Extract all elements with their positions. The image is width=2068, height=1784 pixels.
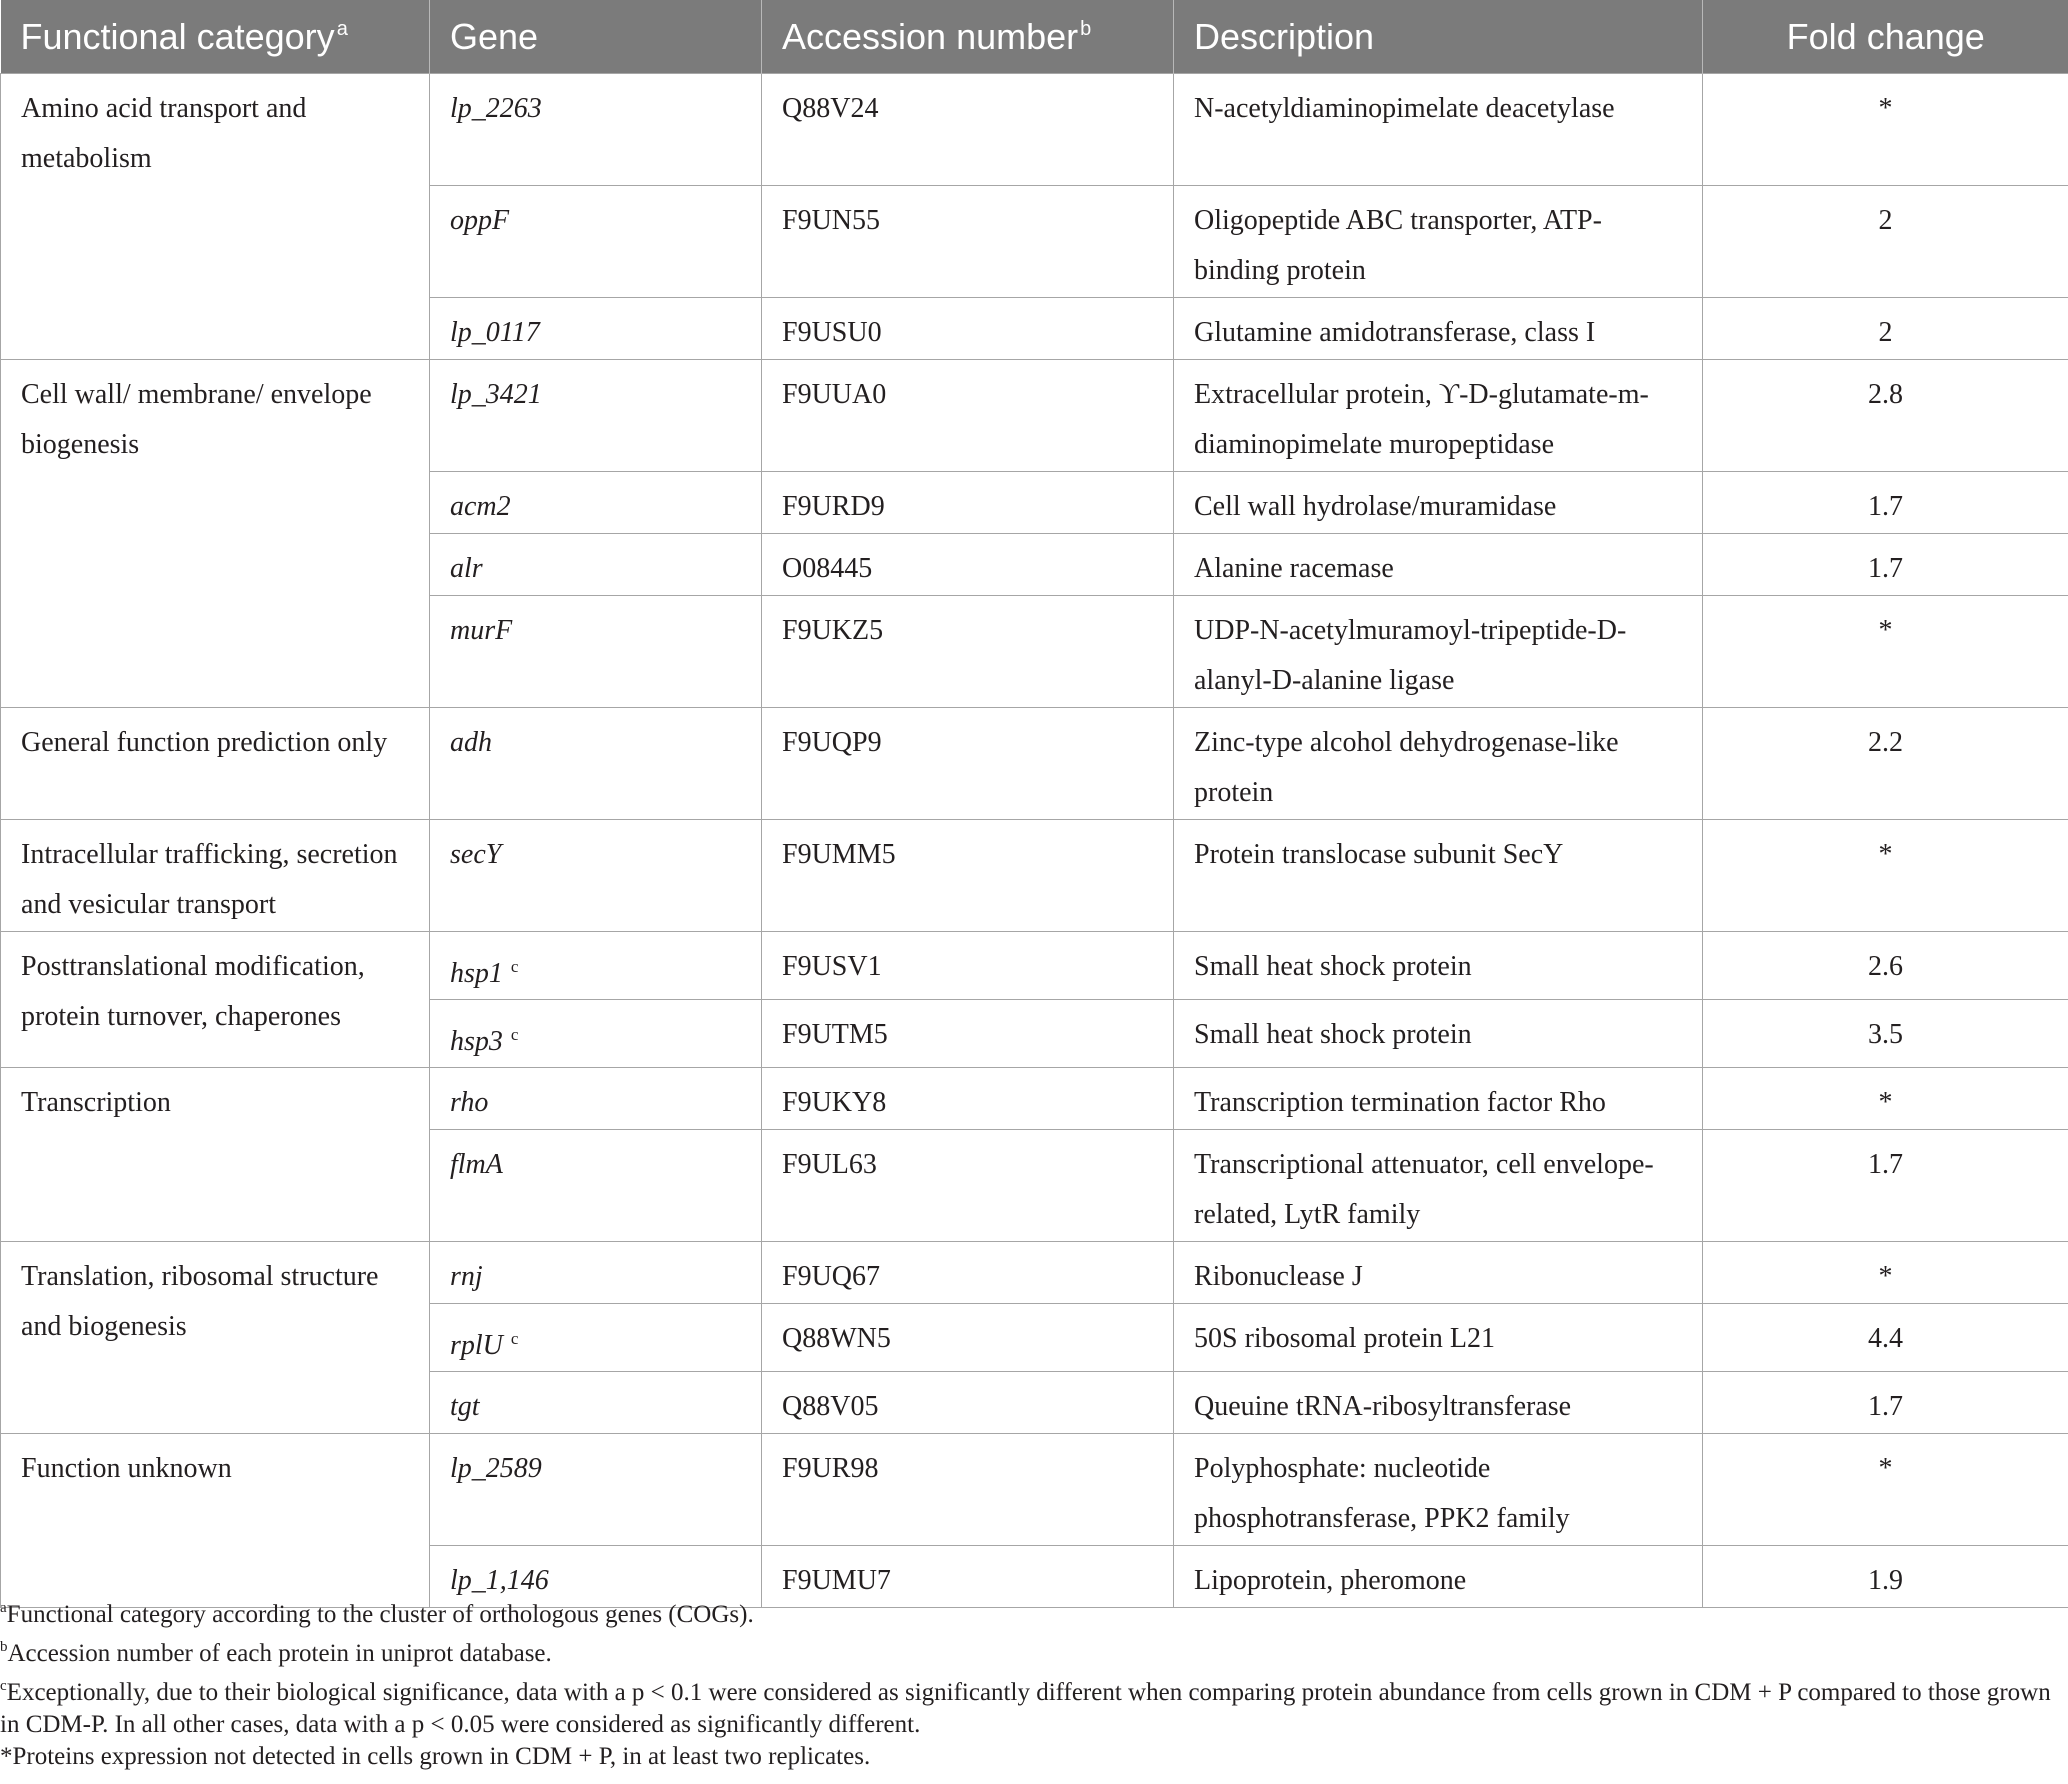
accession-cell: F9UMM5 (762, 820, 1174, 932)
description-cell: Oligopeptide ABC transporter, ATP-binding protein (1174, 186, 1703, 298)
table-row (1, 1434, 2068, 1546)
gene-name: murF (450, 615, 513, 646)
description-cell: Zinc-type alcohol dehydrogenase-like protein (1174, 708, 1703, 820)
table-row (1, 360, 2068, 472)
gene-name: rplU (450, 1330, 503, 1361)
category-cell: Function unknown (1, 1434, 430, 1608)
description-cell: Small heat shock protein (1174, 932, 1703, 1000)
gene-name: lp_3421 (450, 379, 542, 410)
description-cell: Queuine tRNA-ribosyltransferase (1174, 1372, 1703, 1434)
footnote-c: $^c$Exceptionally, due to their biological significance, data with a p < 0.1 were considered as significantly different when comparing protein abundance from cells grown in CDM + P compared to those grown in CDM-P. In all other cases, data with a p < 0.05 were considered as significantly different. (0, 1678, 2051, 1738)
accession-cell: F9UR98 (762, 1434, 1174, 1546)
gene-name: adh (450, 727, 492, 758)
gene-name: acm2 (450, 491, 511, 522)
footnote-star: *Proteins expression not detected in cells grown in CDM + P, in at least two replicates. (0, 1743, 871, 1770)
header-gene: Gene (430, 0, 762, 74)
fold-change-cell: 1.9 (1703, 1546, 2068, 1608)
accession-cell: F9USU0 (762, 298, 1174, 360)
fold-change-cell: 2.2 (1703, 708, 2068, 820)
gene-name: alr (450, 553, 483, 584)
gene-name: lp_2589 (450, 1453, 542, 1484)
header-row (1, 0, 2068, 74)
fold-change-cell: 1.7 (1703, 534, 2068, 596)
category-cell: Posttranslational modification, protein turnover, chaperones (1, 932, 430, 1068)
accession-cell: O08445 (762, 534, 1174, 596)
description-cell: Cell wall hydrolase/muramidase (1174, 472, 1703, 534)
gene-name: hsp1 (450, 958, 503, 989)
description-cell: Alanine racemase (1174, 534, 1703, 596)
table-row (1, 1242, 2068, 1304)
gene-name: lp_2263 (450, 93, 542, 124)
gene-cell (430, 1068, 762, 1130)
table-body (1, 74, 2068, 1608)
accession-cell: F9UN55 (762, 186, 1174, 298)
description-cell: Polyphosphate: nucleotide phosphotransferase, PPK2 family (1174, 1434, 1703, 1546)
gene-name: tgt (450, 1391, 480, 1422)
accession-cell: F9UUA0 (762, 360, 1174, 472)
gene-cell (430, 472, 762, 534)
gene-cell (430, 534, 762, 596)
gene-cell (430, 1130, 762, 1242)
fold-change-cell: * (1703, 1434, 2068, 1546)
category-cell: Amino acid transport and metabolism (1, 74, 430, 360)
gene-footnote-mark: c (510, 1329, 519, 1348)
fold-change-cell: * (1703, 1242, 2068, 1304)
accession-cell: Q88V24 (762, 74, 1174, 186)
gene-cell (430, 360, 762, 472)
gene-cell (430, 820, 762, 932)
gene-cell (430, 186, 762, 298)
accession-cell: F9UMU7 (762, 1546, 1174, 1608)
description-cell: Transcription termination factor Rho (1174, 1068, 1703, 1130)
footnote-b: $^b$Accession number of each protein in uniprot database. (0, 1639, 552, 1667)
fold-change-cell: 1.7 (1703, 1372, 2068, 1434)
fold-change-cell: 1.7 (1703, 472, 2068, 534)
gene-footnote-mark: c (510, 957, 519, 976)
category-cell: Intracellular trafficking, secretion and vesicular transport (1, 820, 430, 932)
description-cell: Protein translocase subunit SecY (1174, 820, 1703, 932)
fold-change-cell: * (1703, 820, 2068, 932)
description-cell: UDP-N-acetylmuramoyl-tripeptide-D-alanyl-D-alanine ligase (1174, 596, 1703, 708)
accession-cell: F9URD9 (762, 472, 1174, 534)
gene-name: lp_1,146 (450, 1565, 549, 1596)
category-cell: Translation, ribosomal structure and biogenesis (1, 1242, 430, 1434)
header-category: Functional category $^a$ (1, 0, 430, 74)
accession-cell: F9USV1 (762, 932, 1174, 1000)
gene-cell (430, 1000, 762, 1068)
header-accession-sup: b (1080, 17, 1092, 40)
fold-change-cell: * (1703, 1068, 2068, 1130)
accession-cell: F9UTM5 (762, 1000, 1174, 1068)
gene-cell (430, 1434, 762, 1546)
gene-cell (430, 1372, 762, 1434)
category-cell: General function prediction only (1, 708, 430, 820)
fold-change-cell: 1.7 (1703, 1130, 2068, 1242)
gene-name: oppF (450, 205, 510, 236)
header-category-sup: a (336, 17, 348, 40)
table-row (1, 1068, 2068, 1130)
description-cell: Extracellular protein, ϒ-D-glutamate-m-diaminopimelate muropeptidase (1174, 360, 1703, 472)
fold-change-cell: 2.6 (1703, 932, 2068, 1000)
description-cell: Glutamine amidotransferase, class I (1174, 298, 1703, 360)
description-cell: Lipoprotein, pheromone (1174, 1546, 1703, 1608)
fold-change-cell: 2 (1703, 186, 2068, 298)
footnotes (0, 1592, 2060, 1773)
gene-cell (430, 932, 762, 1000)
gene-name: flmA (450, 1149, 503, 1180)
description-cell: Ribonuclease J (1174, 1242, 1703, 1304)
table-row (1, 74, 2068, 186)
description-cell: Transcriptional attenuator, cell envelope-related, LytR family (1174, 1130, 1703, 1242)
gene-name: lp_0117 (450, 317, 540, 348)
fold-change-cell: 2.8 (1703, 360, 2068, 472)
description-cell: 50S ribosomal protein L21 (1174, 1304, 1703, 1372)
gene-name: secY (450, 839, 502, 870)
description-cell: Small heat shock protein (1174, 1000, 1703, 1068)
gene-name: hsp3 (450, 1026, 503, 1057)
category-cell: Cell wall/ membrane/ envelope biogenesis (1, 360, 430, 708)
gene-cell (430, 1304, 762, 1372)
fold-change-cell: * (1703, 596, 2068, 708)
header-accession: Accession number $^b$ (762, 0, 1174, 74)
gene-footnote-mark: c (510, 1025, 519, 1044)
gene-name: rnj (450, 1261, 483, 1292)
gene-cell (430, 708, 762, 820)
accession-cell: F9UQ67 (762, 1242, 1174, 1304)
accession-cell: Q88WN5 (762, 1304, 1174, 1372)
table-row (1, 932, 2068, 1000)
accession-cell: F9UL63 (762, 1130, 1174, 1242)
footnote-a: $^a$Functional category according to the cluster of orthologous genes (COGs). (0, 1600, 754, 1628)
accession-cell: F9UKY8 (762, 1068, 1174, 1130)
header-description: Description (1174, 0, 1703, 74)
accession-cell: F9UQP9 (762, 708, 1174, 820)
header-fold-change: Fold change (1703, 0, 2068, 74)
accession-cell: F9UKZ5 (762, 596, 1174, 708)
gene-cell (430, 1242, 762, 1304)
accession-cell: Q88V05 (762, 1372, 1174, 1434)
fold-change-cell: 3.5 (1703, 1000, 2068, 1068)
fold-change-cell: * (1703, 74, 2068, 186)
table-row (1, 708, 2068, 820)
gene-cell (430, 298, 762, 360)
gene-cell (430, 74, 762, 186)
description-cell: N-acetyldiaminopimelate deacetylase (1174, 74, 1703, 186)
gene-cell (430, 596, 762, 708)
table-row (1, 820, 2068, 932)
gene-name: rho (450, 1087, 489, 1118)
fold-change-cell: 4.4 (1703, 1304, 2068, 1372)
category-cell: Transcription (1, 1068, 430, 1242)
fold-change-cell: 2 (1703, 298, 2068, 360)
